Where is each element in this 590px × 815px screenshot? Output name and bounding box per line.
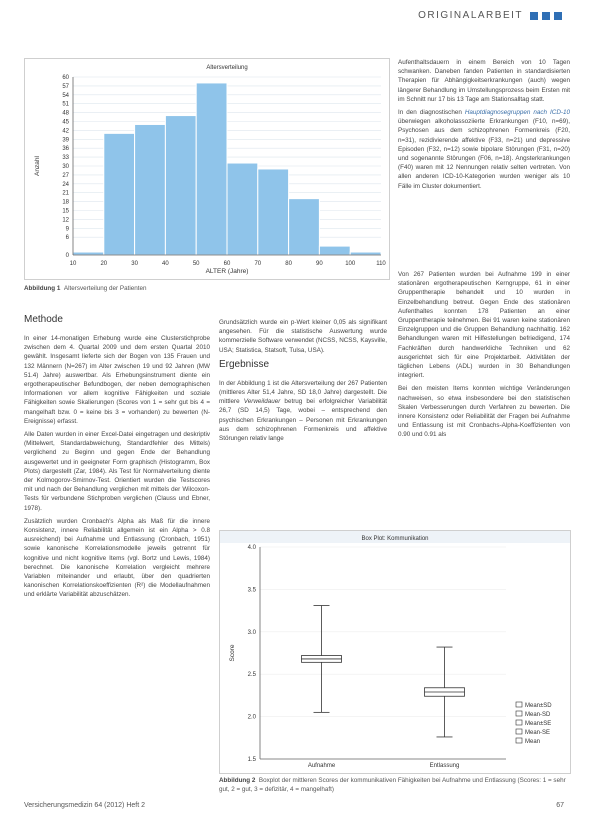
paragraph: In den diagnostischen Hauptdiagnosegruppen nach ICD-10 überwiegen alkoholassoziierte Erkrankungen (F10, n=69), Psychosen aus dem schizophrenen Formenkreis (F20, n=31), rezidivierende affektive (F33, n=21) und depressive Episoden (F32, n=12) sowie bipolare Störungen (F31, n=20) und sogenannte Störungen (F06, n=18). Angsterkrankungen (F40) waren mit 12 Nennungen relativ selten vertreten. Von allen anderen ICD-10-Kategorien wurden weniger als 10 Fälle im Cluster dokumentiert. <box>398 109 570 190</box>
x-tick-label: 100 <box>345 261 356 267</box>
histogram-bar <box>104 133 135 255</box>
section-label: ORIGINALARBEIT <box>418 10 523 21</box>
figure2-chart <box>219 530 571 774</box>
legend-swatch <box>516 702 522 707</box>
heading-ergebnisse: Ergebnisse <box>219 358 270 370</box>
legend-label: Mean±SD <box>525 703 552 709</box>
y-tick-label: 39 <box>62 137 69 144</box>
legend-swatch <box>516 729 522 734</box>
y-tick-label: 1.5 <box>247 757 256 763</box>
x-tick-label: 80 <box>285 261 292 267</box>
page-footer <box>24 802 564 809</box>
legend-label: Mean-SD <box>525 712 551 718</box>
y-tick-label: 27 <box>62 172 69 179</box>
right-column-mid <box>398 270 570 532</box>
histogram-bar <box>350 252 381 255</box>
y-tick-label: 60 <box>62 75 69 81</box>
paragraph: Aufenthaltsdauern in einem Bereich von 10 Tagen schwanken. Daneben fanden Patienten in standardisierten Therapien für Abhängigkeitserkrankungen (auch) wegen längerer Behandlung im Umstellungsprozess beim Ersten mit im Schnitt nur 17 bis 13 Tage am Stationsalltag statt. <box>398 59 570 103</box>
legend-label: Mean <box>525 739 541 745</box>
histogram-bar <box>196 83 227 255</box>
histogram-svg <box>25 59 389 279</box>
accent-square-icon <box>554 12 562 20</box>
histogram-bar <box>165 116 196 255</box>
chart-title: Altersverteilung <box>206 65 248 71</box>
paragraph: Zusätzlich wurden Cronbach's Alpha als Maß für die innere Konsistenz, innere Reliabilität allgemein ist ein Alpha > 0.8 ausreichend) bei Aufnahme und Entlassung (Cronbach, 1951) sowie kanonische Korrelationsmodelle jeweils getrennt für kognitive und nicht kognitive Items (vgl. Bortz und Lewis, 1984) berechnet. Die kanonische Korrelation vergleicht mehrere Variablen miteinander und erlaubt, über den quadrierten kanonischen Korrelationskoeffizienten (R²) die Modellaufnahmen und erklärte Variabilität abzuschätzen. <box>24 517 210 599</box>
emphasis-text: Hauptdiagnosegruppen nach ICD-10 <box>464 109 570 117</box>
category-label: Aufnahme <box>307 763 336 769</box>
paragraph: Grundsätzlich wurde ein p-Wert kleiner 0,05 als signifikant angesehen. Für die statistische Auswertung wurde kommerzielle Software verwendet (NCSS, NCSS, Kaysville, USA; Statistica, Statsoft, Tulsa, USA). <box>219 319 387 354</box>
figure2-caption-label: Abbildung 2 <box>219 777 256 784</box>
y-tick-label: 9 <box>65 226 69 233</box>
y-tick-label: 33 <box>62 155 69 162</box>
y-tick-label: 21 <box>62 190 69 197</box>
y-tick-label: 54 <box>62 92 69 99</box>
paragraph: In einer 14-monatigen Erhebung wurde eine Clusterstichprobe zwischen dem 4. Quartal 2009 und dem ersten Quartal 2010 gewählt. Insgesamt lieferte sich der Bogen von 135 Frauen und 132 Männern (N=267) im Alter zwischen 19 und 92 Jahren (MW 51.4) Jahre) auswertbar. Als Erhebungsinstrument diente ein ergotherapeutischer Befundbogen, der neben demographischen Informationen vor allem kognitive Fähigkeiten und soziale Fähigkeiten sowie Skalierungen (Scores von 1 = sehr gut bis 4 = mangelhaft bzw. 0 = keine bis 3 = vorhanden) zu bewerten (N-Ereignisse) erfasst. <box>24 335 210 425</box>
boxplot-svg <box>220 531 570 773</box>
y-tick-label: 57 <box>62 83 69 90</box>
y-tick-label: 12 <box>62 217 69 224</box>
x-tick-label: 30 <box>131 261 138 267</box>
paragraph: Alle Daten wurden in einer Excel-Datei eingetragen und deskriptiv (Mittelwert, Standardabweichung, Standardfehler des Mittels) verglichend zu Beginn und gegen Ende der Behandlung ausgewertet und in geeigneter Form graphisch (Histogramm, Box Plots) dargestellt (Zar, 1984). Als Test für Normalverteilung diente der Kolmogorov-Smirnov-Test. Orientiert wurden die Testscores mit und nach der Behandlung verglichen mit mittels der Wilcoxon-Tests für verbundene Stichproben verglichen (Clauss und Ebner, 1978). <box>24 431 210 512</box>
paragraph: Bei den meisten Items konnten wichtige Veränderungen nachweisen, so etwa insbesondere bei den statistischen Skalen Verbesserungen durch Verfahren zu bewerten. Die innere Konsistenz oder Reliabilität der Fragen bei Aufnahme und Entlassung ist mit Cronbachs-Alpha-Koeffizienten von 0.90 und 0.91 als <box>398 385 570 439</box>
paragraph: In der Abbildung 1 ist die Altersverteilung der 267 Patienten (mittleres Alter 51,4 Jahre, SD 18,0 Jahre) dargestellt. Die mittlere Verweildauer betrug bei erfolgreicher Variabilität 26,7 (SD 14,5) Tage, wobei – entsprechend den psychischen Erkrankungen – Personen mit Erkrankungen aus dem schizophrenen Formenkreis und affektive Störungen relativ lange <box>219 379 387 443</box>
accent-square-icon <box>542 12 550 20</box>
category-label: Entlassung <box>429 763 460 769</box>
y-tick-label: 4.0 <box>247 545 256 551</box>
y-tick-label: 36 <box>62 146 69 153</box>
y-tick-label: 2.0 <box>247 714 256 721</box>
y-tick-label: 48 <box>62 110 69 117</box>
y-tick-label: 0 <box>65 253 69 259</box>
y-tick-label: 15 <box>62 208 69 215</box>
y-tick-label: 30 <box>62 164 69 170</box>
y-axis-title: Score <box>229 644 236 662</box>
legend-swatch <box>516 720 522 725</box>
y-tick-label: 18 <box>62 199 69 206</box>
legend-label: Mean±SE <box>525 721 552 727</box>
figure1-chart <box>24 58 390 280</box>
figure1-caption <box>24 284 390 293</box>
y-tick-label: 3.5 <box>247 587 256 594</box>
emphasis-text: Verweildauer <box>243 398 281 406</box>
accent-square-icon <box>530 12 538 20</box>
left-column <box>24 310 210 780</box>
y-tick-label: 24 <box>62 181 69 188</box>
histogram-bar <box>289 199 320 255</box>
figure2-caption <box>219 776 571 794</box>
chart-title: Box Plot: Kommunikation <box>361 536 429 542</box>
paragraph: Von 267 Patienten wurden bei Aufnahme 199 in einer stationären ergotherapeutischen Kerngruppe, 61 in einer Gruppentherapie behandelt und 10 wurden in Einzelbehandlung betreut. Gegen Ende des stationären Aufenthaltes konnten 178 Patienten an einer Gruppentherapie teilnehmen. Bei 91 waren keine stationären Einzelgruppen und die Gruppen Behandlung nachhaltig. 162 Behandlungen waren mit Hilfestellungen befriedigend, 174 Fachkräften durch handwerkliche Techniken und 62 ausgerichtet sich für eine Projektarbeit. Aktivitäten der täglichen Lebens (ADL) wurden in 30 Behandlungen integriert. <box>398 271 570 380</box>
histogram-bar <box>258 169 289 255</box>
x-axis-title: ALTER (Jahre) <box>205 268 249 275</box>
page-number: 67 <box>556 802 564 809</box>
histogram-bar <box>319 246 350 255</box>
middle-column <box>219 318 387 526</box>
x-tick-label: 40 <box>162 261 169 267</box>
legend-swatch <box>516 711 522 716</box>
x-tick-label: 50 <box>192 261 200 267</box>
histogram-bar <box>227 163 258 255</box>
y-tick-label: 3.0 <box>247 629 256 636</box>
y-tick-label: 42 <box>62 128 69 135</box>
x-tick-label: 110 <box>376 261 386 267</box>
legend-swatch <box>516 738 522 743</box>
right-column-top <box>398 58 570 262</box>
x-tick-label: 70 <box>254 261 262 267</box>
y-axis-title: Anzahl <box>34 156 41 176</box>
y-tick-label: 51 <box>62 101 69 108</box>
figure1-caption-text: Altersverteilung der Patienten <box>63 285 147 292</box>
journal-reference: Versicherungsmedizin 64 (2012) Heft 2 <box>24 802 146 809</box>
figure1-caption-label: Abbildung 1 <box>24 285 61 292</box>
x-tick-label: 10 <box>69 261 77 267</box>
x-tick-label: 90 <box>316 261 323 267</box>
histogram-bar <box>73 252 104 255</box>
histogram-bar <box>135 124 166 255</box>
x-tick-label: 20 <box>100 261 108 267</box>
x-tick-label: 60 <box>223 261 231 267</box>
section-header <box>418 10 562 21</box>
y-tick-label: 6 <box>65 235 69 242</box>
legend-label: Mean-SE <box>525 730 551 736</box>
y-tick-label: 2.5 <box>247 672 256 679</box>
y-tick-label: 45 <box>62 119 69 126</box>
heading-methode: Methode <box>24 314 63 325</box>
figure2-caption-text: Boxplot der mittleren Scores der kommunikativen Fähigkeiten bei Aufnahme und Entlassung (Scores: 1 = sehr gut, 2 = gut, 3 = defizitär, 4 = mangelhaft) <box>219 777 566 793</box>
